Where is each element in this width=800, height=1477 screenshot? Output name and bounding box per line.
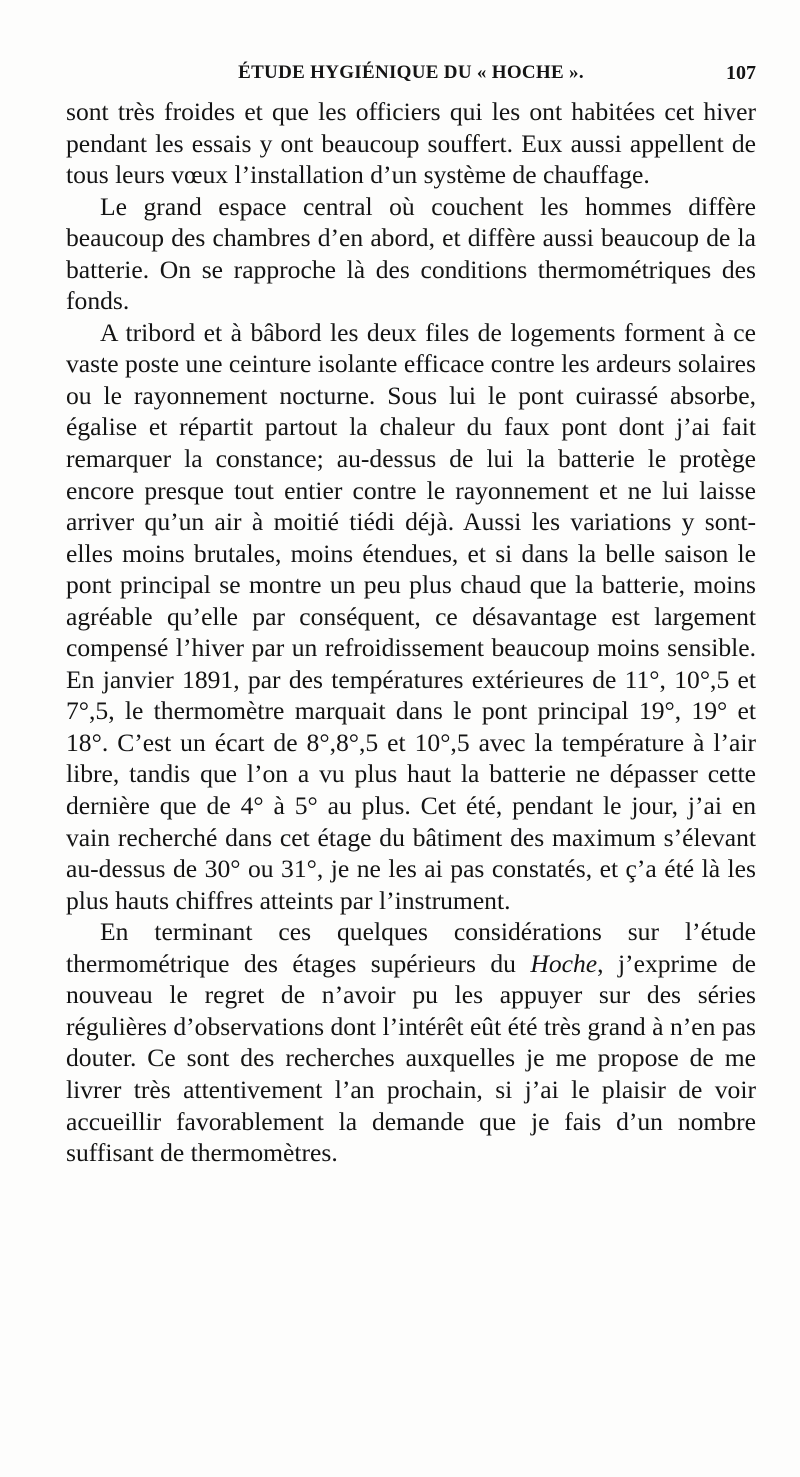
page-number: 107 bbox=[726, 62, 756, 84]
paragraph-conclusion-start: En terminant ces quelques considérations sur l’étude thermométrique des étages supérieurs du bbox=[66, 917, 756, 978]
body-text bbox=[66, 96, 756, 1169]
ship-name: Hoche bbox=[530, 948, 598, 978]
paragraph-conclusion bbox=[66, 916, 756, 1168]
paragraph-central-space: Le grand espace central où couchent les hommes diffère beaucoup des chambres d’en abord, et diffère aussi beaucoup de la batterie. On se rapproche là des conditions thermométriques des fonds. bbox=[66, 191, 756, 316]
paragraph-conclusion-end: , j’exprime de nouveau le regret de n’avoir pu les appuyer sur des séries régulières d’observations dont l’intérêt eût été très grand à n’en pas douter. Ce sont des recherches auxquelles je me propose de me livrer très attentivement l’an prochain, si j’ai le plaisir de voir accueillir favorablement la demande que je fais d’un nombre suffisant de thermomètres. bbox=[66, 948, 756, 1168]
paragraph-continuation: sont très froides et que les officiers qui les ont habitées cet hiver pendant les essais y ont beaucoup souffert. Eux aussi appellent de tous leurs vœux l’installation d’un système de chauffage. bbox=[66, 97, 756, 190]
running-head bbox=[66, 60, 756, 90]
running-title: ÉTUDE HYGIÉNIQUE DU « HOCHE ». bbox=[238, 62, 584, 83]
paragraph-starboard-port: A tribord et à bâbord les deux files de logements forment à ce vaste poste une ceinture isolante efficace contre les ardeurs solaires ou le rayonnement nocturne. Sous lui le pont cuirassé absorbe, égalise et répartit partout la chaleur du faux pont dont j’ai fait remarquer la constance; au-dessus de lui la batterie le protège encore presque tout entier contre le rayonnement et ne lui laisse arriver qu’un air à moitié tiédi déjà. Aussi les variations y sont-elles moins brutales, moins étendues, et si dans la belle saison le pont principal se montre un peu plus chaud que la batterie, moins agréable qu’elle par conséquent, ce désavantage est largement compensé l’hiver par un refroidissement beaucoup moins sensible. En janvier 1891, par des températures extérieures de 11°, 10°,5 et 7°,5, le thermomètre marquait dans le pont principal 19°, 19° et 18°. C’est un écart de 8°,8°,5 et 10°,5 avec la température à l’air libre, tandis que l’on a vu plus haut la batterie ne dépasser cette dernière que de 4° à 5° au plus. Cet été, pendant le jour, j’ai en vain recherché dans cet étage du bâtiment des maximum s’élevant au-dessus de 30° ou 31°, je ne les ai pas constatés, et ç’a été là les plus hauts chiffres atteints par l’instrument. bbox=[66, 317, 756, 915]
